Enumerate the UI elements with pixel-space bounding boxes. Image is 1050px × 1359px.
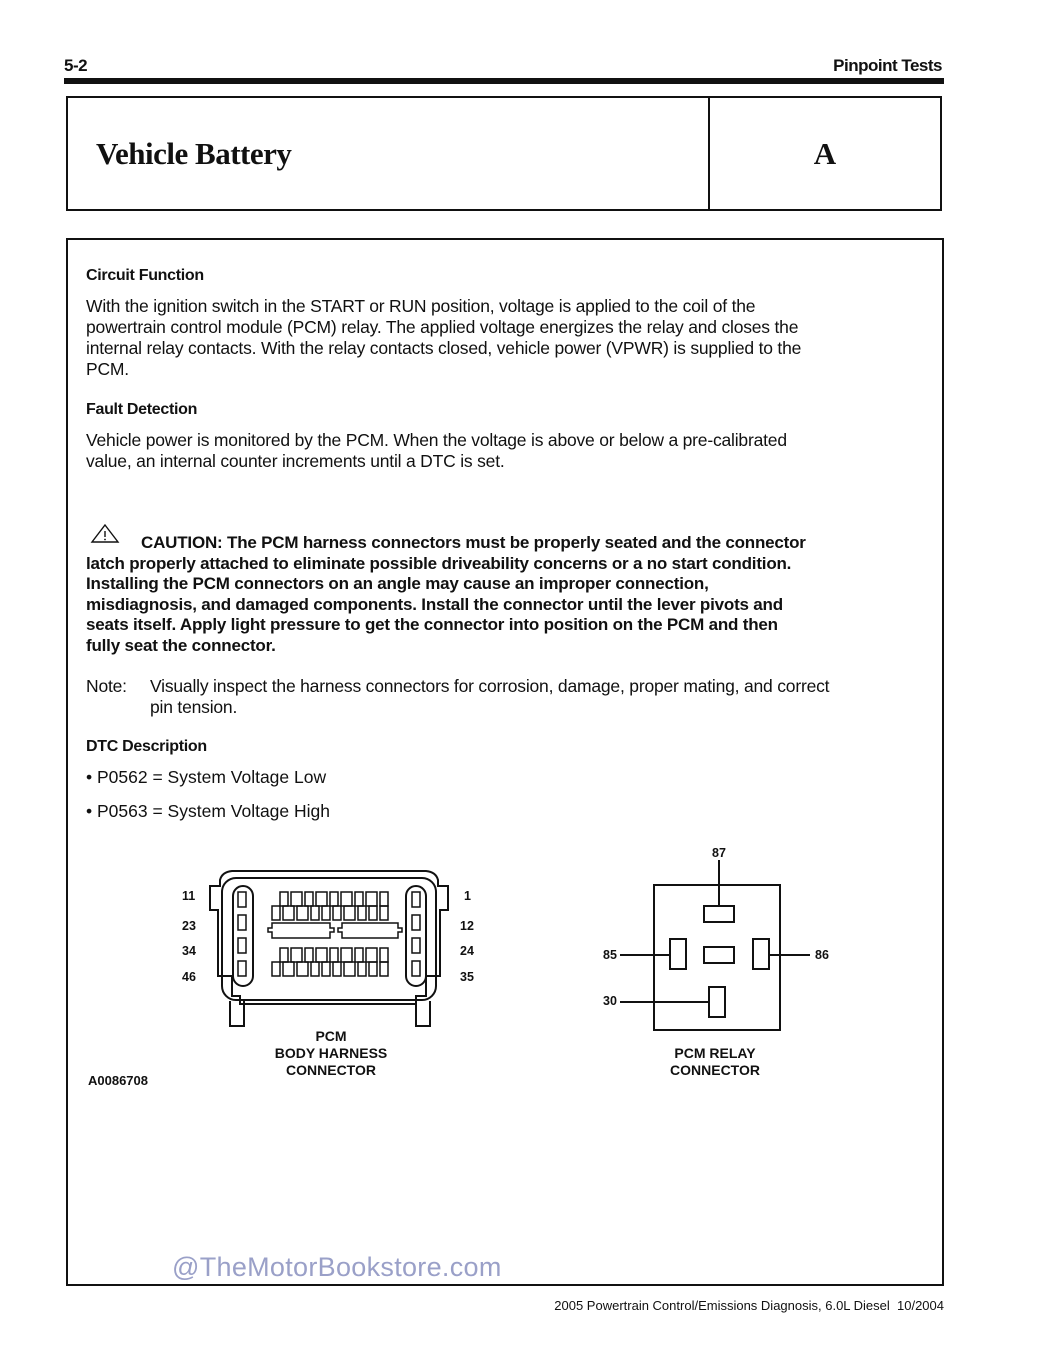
note [86,676,829,718]
caption-line: CONNECTOR [286,1062,376,1078]
pcm-connector-caption [250,1028,412,1079]
caption-line: BODY HARNESS [274,1045,388,1061]
section-title: Pinpoint Tests [833,56,942,75]
note-label: Note: [86,676,127,696]
text-line: With the ignition switch in the START or RUN position, voltage is applied to the coil of the [86,296,756,316]
text-line: Vehicle power is monitored by the PCM. When the voltage is above or below a pre-calibrated [86,430,787,450]
note-text [150,676,829,718]
header-rule [64,78,944,84]
text-line: Visually inspect the harness connectors for corrosion, damage, proper mating, and correct [150,676,830,696]
text-line: latch properly attached to eliminate possible driveability concerns or a no start condition. [86,553,792,573]
pin-label: 85 [603,948,617,962]
circuit-function-heading: Circuit Function [86,267,204,284]
fault-detection-text [86,430,787,472]
relay-connector-diagram [620,860,820,1040]
pin-label: 35 [460,970,474,984]
pin-label: 23 [182,919,196,933]
text-line: misdiagnosis, and damaged components. Install the connector until the lever pivots and [86,594,783,614]
footer-text: 2005 Powertrain Control/Emissions Diagnosis, 6.0L Diesel 10/2004 [554,1298,944,1313]
text-line: pin tension. [150,697,238,717]
dtc-heading: DTC Description [86,738,207,755]
pin-label: 87 [712,846,726,860]
caption-line: CONNECTOR [670,1062,760,1078]
test-code: A [813,135,837,171]
caption-line: PCM RELAY [674,1045,756,1061]
dtc-item-text: P0562 = System Voltage Low [97,767,327,787]
text-line: value, an internal counter increments until a DTC is set. [86,451,505,471]
text-line: internal relay contacts. With the relay contacts closed, vehicle power (VPWR) is supplied to the [86,338,802,358]
dtc-item: • P0562 = System Voltage Low [86,767,327,787]
page-number: 5-2 [64,56,88,75]
text-line: CAUTION: The PCM harness connectors must be properly seated and the connector [141,533,806,552]
pin-label: 34 [182,944,196,958]
pin-label: 12 [460,919,474,933]
circuit-function-text [86,296,801,380]
pin-label: 11 [182,889,196,903]
content-box [66,238,944,1286]
page-title: Vehicle Battery [68,98,710,209]
pin-label: 46 [182,970,196,984]
text-line: seats itself. Apply light pressure to get the connector into position on the PCM and then [86,615,778,634]
relay-connector-caption [640,1045,790,1079]
figure-id: A0086708 [88,1073,148,1088]
text-line: fully seat the connector. [86,635,276,655]
pin-label: 24 [460,944,474,958]
watermark: @TheMotorBookstore.com [172,1252,502,1282]
pcm-connector-diagram [200,868,460,1035]
caption-line: PCM [315,1028,347,1044]
pin-label: 1 [464,889,471,903]
title-box [66,96,942,211]
fault-detection-heading: Fault Detection [86,401,198,418]
caution-text [86,533,926,656]
text-line: PCM. [86,359,129,379]
dtc-item-text: P0563 = System Voltage High [97,801,330,821]
text-line: Installing the PCM connectors on an angle may cause an improper connection, [86,574,709,593]
dtc-item: • P0563 = System Voltage High [86,801,330,821]
text-line: powertrain control module (PCM) relay. The applied voltage energizes the relay and closes the [86,317,799,337]
pin-label: 30 [603,994,617,1008]
pin-label: 86 [815,948,829,962]
